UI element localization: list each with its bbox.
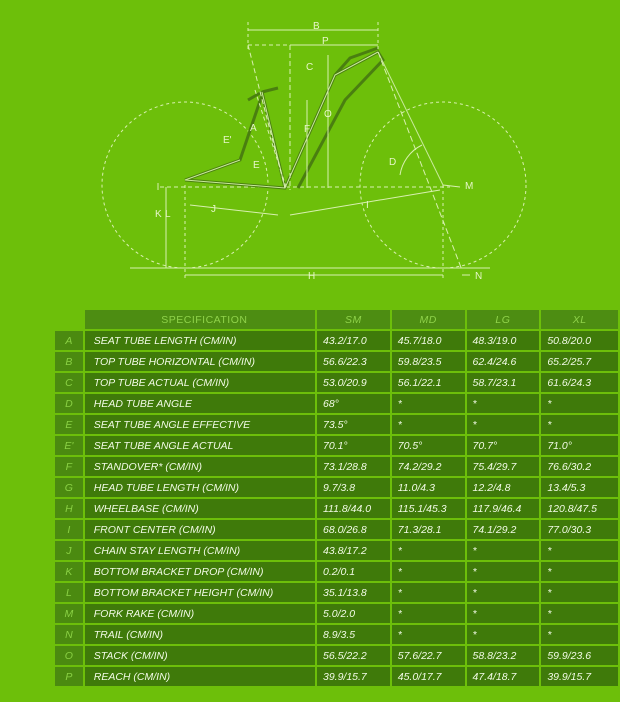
value-lg: 74.1/29.2 xyxy=(467,520,542,541)
value-sm: 56.5/22.2 xyxy=(317,646,392,667)
row-specification: REACH (CM/IN) xyxy=(85,667,317,688)
table-row xyxy=(55,373,620,394)
table-row xyxy=(55,520,620,541)
table-header-row xyxy=(55,310,620,331)
svg-text:I: I xyxy=(366,200,369,211)
value-md: * xyxy=(392,625,467,646)
row-letter: H xyxy=(55,499,85,520)
table-row xyxy=(55,436,620,457)
row-letter: F xyxy=(55,457,85,478)
value-md: 45.7/18.0 xyxy=(392,331,467,352)
value-sm: 8.9/3.5 xyxy=(317,625,392,646)
svg-text:H: H xyxy=(308,271,316,282)
value-xl: 39.9/15.7 xyxy=(541,667,620,688)
svg-text:M: M xyxy=(465,181,474,192)
geometry-table xyxy=(55,310,620,688)
svg-text:A: A xyxy=(250,123,257,134)
value-lg: 12.2/4.8 xyxy=(467,478,542,499)
row-letter: O xyxy=(55,646,85,667)
value-lg: 58.8/23.2 xyxy=(467,646,542,667)
header-xl: XL xyxy=(541,310,620,331)
value-md: 115.1/45.3 xyxy=(392,499,467,520)
row-specification: WHEELBASE (CM/IN) xyxy=(85,499,317,520)
row-letter: D xyxy=(55,394,85,415)
table-row xyxy=(55,478,620,499)
table-row xyxy=(55,457,620,478)
value-lg: 117.9/46.4 xyxy=(467,499,542,520)
value-lg: * xyxy=(467,541,542,562)
value-xl: 61.6/24.3 xyxy=(541,373,620,394)
value-md: * xyxy=(392,583,467,604)
table-row xyxy=(55,541,620,562)
value-xl: 65.2/25.7 xyxy=(541,352,620,373)
value-sm: 53.0/20.9 xyxy=(317,373,392,394)
value-xl: * xyxy=(541,541,620,562)
value-sm: 43.2/17.0 xyxy=(317,331,392,352)
value-sm: 56.6/22.3 xyxy=(317,352,392,373)
value-lg: 62.4/24.6 xyxy=(467,352,542,373)
value-md: 70.5° xyxy=(392,436,467,457)
header-lg: LG xyxy=(467,310,542,331)
row-letter: M xyxy=(55,604,85,625)
value-md: * xyxy=(392,394,467,415)
row-letter: K xyxy=(55,562,85,583)
value-md: * xyxy=(392,415,467,436)
value-xl: * xyxy=(541,394,620,415)
frame-outline xyxy=(185,48,383,188)
value-xl: * xyxy=(541,562,620,583)
value-lg: * xyxy=(467,583,542,604)
row-letter: L xyxy=(55,583,85,604)
value-sm: 68.0/26.8 xyxy=(317,520,392,541)
value-xl: * xyxy=(541,583,620,604)
value-sm: 0.2/0.1 xyxy=(317,562,392,583)
value-lg: 58.7/23.1 xyxy=(467,373,542,394)
value-md: 71.3/28.1 xyxy=(392,520,467,541)
value-lg: 75.4/29.7 xyxy=(467,457,542,478)
row-specification: STANDOVER* (CM/IN) xyxy=(85,457,317,478)
header-sm: SM xyxy=(317,310,392,331)
value-sm: 111.8/44.0 xyxy=(317,499,392,520)
svg-text:B: B xyxy=(313,21,320,32)
row-letter: G xyxy=(55,478,85,499)
row-letter: C xyxy=(55,373,85,394)
value-md: * xyxy=(392,541,467,562)
row-letter: B xyxy=(55,352,85,373)
value-md: 57.6/22.7 xyxy=(392,646,467,667)
value-xl: 120.8/47.5 xyxy=(541,499,620,520)
value-sm: 73.1/28.8 xyxy=(317,457,392,478)
value-lg: * xyxy=(467,604,542,625)
value-xl: 50.8/20.0 xyxy=(541,331,620,352)
svg-text:O: O xyxy=(324,109,332,120)
value-lg: * xyxy=(467,562,542,583)
value-lg: 70.7° xyxy=(467,436,542,457)
value-md: 11.0/4.3 xyxy=(392,478,467,499)
header-specification: SPECIFICATION xyxy=(85,310,317,331)
svg-text:C: C xyxy=(306,62,314,73)
value-lg: 47.4/18.7 xyxy=(467,667,542,688)
value-sm: 70.1° xyxy=(317,436,392,457)
table-row xyxy=(55,499,620,520)
value-sm: 68° xyxy=(317,394,392,415)
svg-text:D: D xyxy=(389,157,397,168)
value-xl: * xyxy=(541,625,620,646)
value-xl: * xyxy=(541,604,620,625)
row-specification: SEAT TUBE LENGTH (CM/IN) xyxy=(85,331,317,352)
row-letter: E' xyxy=(55,436,85,457)
value-xl: 13.4/5.3 xyxy=(541,478,620,499)
value-md: 74.2/29.2 xyxy=(392,457,467,478)
row-specification: STACK (CM/IN) xyxy=(85,646,317,667)
value-md: 59.8/23.5 xyxy=(392,352,467,373)
value-md: 56.1/22.1 xyxy=(392,373,467,394)
table-row xyxy=(55,646,620,667)
row-letter: E xyxy=(55,415,85,436)
row-specification: TRAIL (CM/IN) xyxy=(85,625,317,646)
row-specification: SEAT TUBE ANGLE EFFECTIVE xyxy=(85,415,317,436)
row-letter: P xyxy=(55,667,85,688)
value-xl: 59.9/23.6 xyxy=(541,646,620,667)
row-specification: FORK RAKE (CM/IN) xyxy=(85,604,317,625)
value-sm: 73.5° xyxy=(317,415,392,436)
value-sm: 35.1/13.8 xyxy=(317,583,392,604)
table-row xyxy=(55,394,620,415)
row-specification: SEAT TUBE ANGLE ACTUAL xyxy=(85,436,317,457)
svg-text:J: J xyxy=(211,204,216,215)
table-row xyxy=(55,331,620,352)
row-specification: TOP TUBE HORIZONTAL (CM/IN) xyxy=(85,352,317,373)
row-specification: HEAD TUBE ANGLE xyxy=(85,394,317,415)
value-md: * xyxy=(392,562,467,583)
table-row xyxy=(55,562,620,583)
row-letter: J xyxy=(55,541,85,562)
bike-geometry-diagram xyxy=(0,0,620,300)
table-row xyxy=(55,583,620,604)
value-xl: 76.6/30.2 xyxy=(541,457,620,478)
svg-text:F: F xyxy=(304,124,311,135)
svg-text:N: N xyxy=(475,271,483,282)
value-lg: * xyxy=(467,415,542,436)
header-blank xyxy=(55,310,85,331)
row-specification: TOP TUBE ACTUAL (CM/IN) xyxy=(85,373,317,394)
value-sm: 43.8/17.2 xyxy=(317,541,392,562)
svg-text:E: E xyxy=(253,160,260,171)
header-md: MD xyxy=(392,310,467,331)
value-md: 45.0/17.7 xyxy=(392,667,467,688)
value-xl: 71.0° xyxy=(541,436,620,457)
row-specification: CHAIN STAY LENGTH (CM/IN) xyxy=(85,541,317,562)
svg-text:L: L xyxy=(165,209,171,220)
row-letter: I xyxy=(55,520,85,541)
row-specification: FRONT CENTER (CM/IN) xyxy=(85,520,317,541)
table-row xyxy=(55,352,620,373)
value-xl: 77.0/30.3 xyxy=(541,520,620,541)
row-specification: BOTTOM BRACKET HEIGHT (CM/IN) xyxy=(85,583,317,604)
value-sm: 39.9/15.7 xyxy=(317,667,392,688)
value-md: * xyxy=(392,604,467,625)
svg-text:E': E' xyxy=(223,135,232,146)
row-letter: A xyxy=(55,331,85,352)
value-lg: 48.3/19.0 xyxy=(467,331,542,352)
row-specification: HEAD TUBE LENGTH (CM/IN) xyxy=(85,478,317,499)
value-lg: * xyxy=(467,394,542,415)
value-xl: * xyxy=(541,415,620,436)
value-sm: 9.7/3.8 xyxy=(317,478,392,499)
table-row xyxy=(55,667,620,688)
value-lg: * xyxy=(467,625,542,646)
row-specification: BOTTOM BRACKET DROP (CM/IN) xyxy=(85,562,317,583)
table-row xyxy=(55,625,620,646)
table-row xyxy=(55,415,620,436)
row-letter: N xyxy=(55,625,85,646)
table-row xyxy=(55,604,620,625)
svg-text:P: P xyxy=(322,36,329,47)
value-sm: 5.0/2.0 xyxy=(317,604,392,625)
svg-text:K: K xyxy=(155,209,162,220)
